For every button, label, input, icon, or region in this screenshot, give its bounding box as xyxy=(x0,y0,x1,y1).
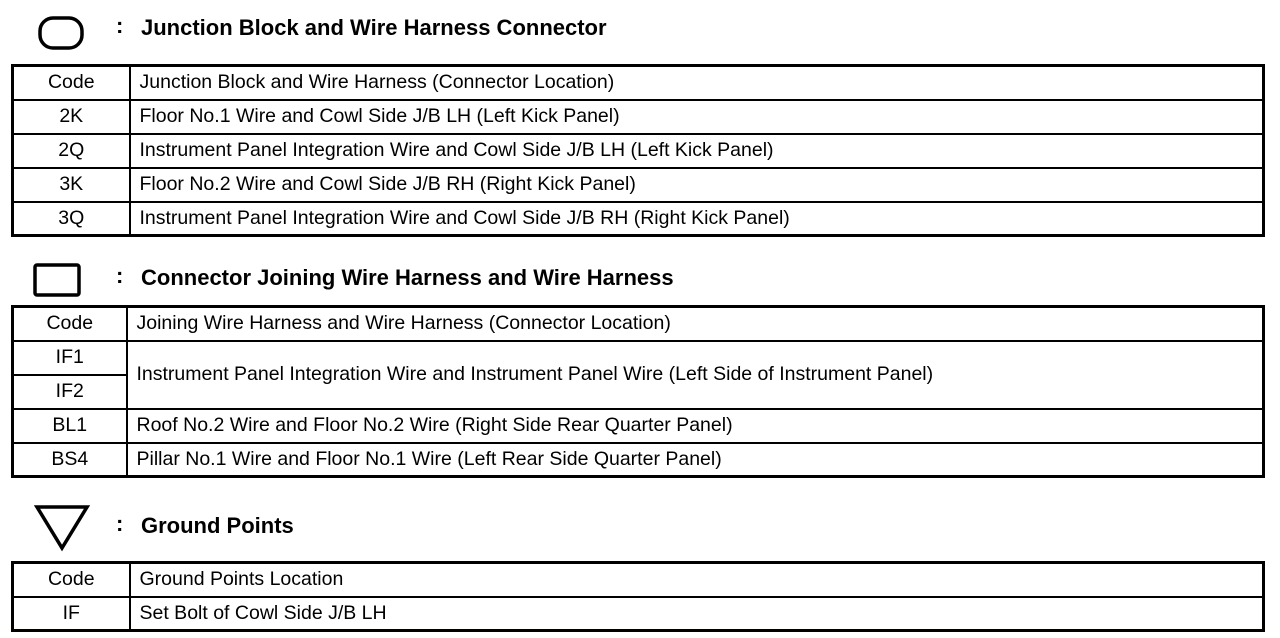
code-cell: 2K xyxy=(13,100,130,134)
colon: : xyxy=(116,13,124,38)
table-row xyxy=(13,100,1264,134)
section-ground-points-heading xyxy=(0,502,1280,546)
section-junction-block-heading xyxy=(0,6,1280,50)
rectangle-icon xyxy=(33,263,81,297)
description-cell: Roof No.2 Wire and Floor No.2 Wire (Right Side Rear Quarter Panel) xyxy=(127,409,1264,443)
ground-points-table xyxy=(11,561,1265,632)
description-cell: Instrument Panel Integration Wire and Cowl Side J/B LH (Left Kick Panel) xyxy=(130,134,1264,168)
description-cell: Instrument Panel Integration Wire and Instrument Panel Wire (Left Side of Instrument Panel) xyxy=(127,341,1264,409)
code-cell: IF1 xyxy=(13,341,127,375)
table-header-row xyxy=(13,563,1264,597)
description-cell: Set Bolt of Cowl Side J/B LH xyxy=(130,597,1264,631)
connector-table xyxy=(11,305,1265,478)
table-row xyxy=(13,341,1264,375)
code-header: Code xyxy=(13,66,130,100)
section-title: Junction Block and Wire Harness Connector xyxy=(141,15,607,40)
colon: : xyxy=(116,511,124,536)
down-triangle-icon xyxy=(34,504,90,552)
code-cell: 3Q xyxy=(13,202,130,236)
section-connector-heading xyxy=(0,254,1280,298)
description-cell: Pillar No.1 Wire and Floor No.1 Wire (Left Rear Side Quarter Panel) xyxy=(127,443,1264,477)
table-row xyxy=(13,168,1264,202)
code-header: Code xyxy=(13,307,127,341)
table-row xyxy=(13,202,1264,236)
table-header-row xyxy=(13,307,1264,341)
rounded-rectangle-icon xyxy=(38,16,84,50)
table-row xyxy=(13,134,1264,168)
table-row xyxy=(13,597,1264,631)
code-cell: 3K xyxy=(13,168,130,202)
colon: : xyxy=(116,263,124,288)
section-title: Connector Joining Wire Harness and Wire Harness xyxy=(141,265,674,290)
description-cell: Floor No.1 Wire and Cowl Side J/B LH (Left Kick Panel) xyxy=(130,100,1264,134)
code-header: Code xyxy=(13,563,130,597)
description-header: Joining Wire Harness and Wire Harness (Connector Location) xyxy=(127,307,1264,341)
section-title: Ground Points xyxy=(141,513,294,538)
table-row xyxy=(13,409,1264,443)
description-cell: Floor No.2 Wire and Cowl Side J/B RH (Right Kick Panel) xyxy=(130,168,1264,202)
junction-block-table xyxy=(11,64,1265,237)
code-cell: BS4 xyxy=(13,443,127,477)
description-header: Ground Points Location xyxy=(130,563,1264,597)
code-cell: 2Q xyxy=(13,134,130,168)
table-row xyxy=(13,443,1264,477)
table-header-row xyxy=(13,66,1264,100)
description-header: Junction Block and Wire Harness (Connector Location) xyxy=(130,66,1264,100)
description-cell: Instrument Panel Integration Wire and Cowl Side J/B RH (Right Kick Panel) xyxy=(130,202,1264,236)
code-cell: IF xyxy=(13,597,130,631)
code-cell: BL1 xyxy=(13,409,127,443)
code-cell: IF2 xyxy=(13,375,127,409)
